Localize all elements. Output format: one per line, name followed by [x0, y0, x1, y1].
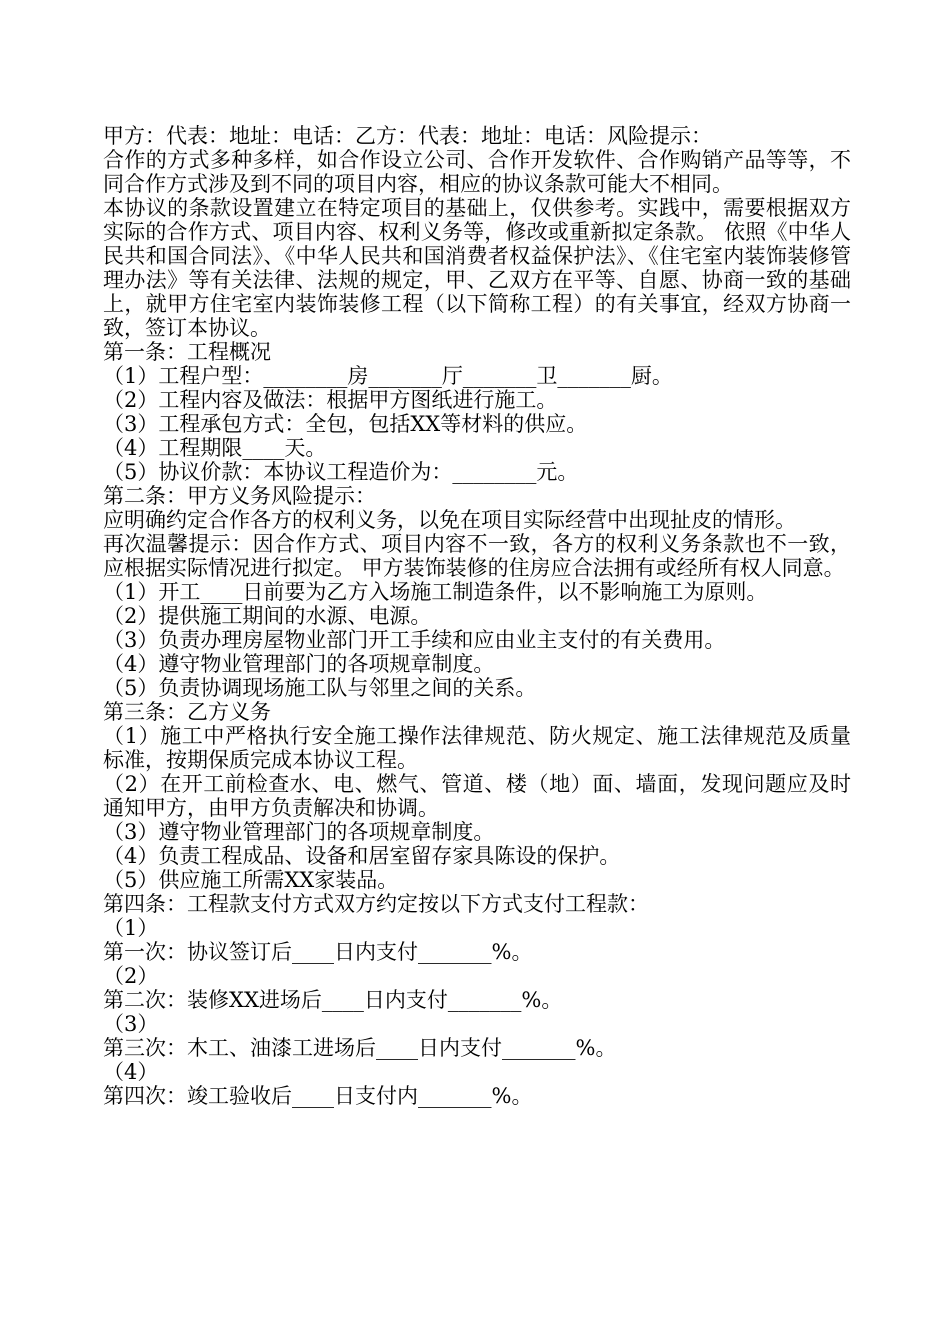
reminder-paragraph: 再次温馨提示：因合作方式、项目内容不一致，各方的权利义务条款也不一致，应根据实际情况进行拟定。 甲方装饰装修的住房应合法拥有或经所有权人同意。 — [103, 532, 851, 580]
parties-line: 甲方：代表：地址：电话：乙方：代表：地址：电话：风险提示： — [103, 124, 712, 148]
risk-note-rights: 应明确约定合作各方的权利义务，以免在项目实际经营中出现扯皮的情形。 — [103, 508, 796, 532]
payment-line-4: 第四次：竣工验收后____日支付内_______%。 — [103, 1084, 533, 1108]
article-3-item-5: （5）供应施工所需XX家装品。 — [103, 868, 399, 892]
article-2-item-1: （1）开工____日前要为乙方入场施工制造条件，以不影响施工为原则。 — [103, 580, 768, 604]
article-1-item-1: （1）工程户型：________房_______厅_______卫_______厨。 — [103, 364, 673, 388]
article-3-item-1: （1）施工中严格执行安全施工操作法律规范、防火规定、施工法律规范及质量标准，按期保质完成本协议工程。 — [103, 724, 851, 772]
payment-line-2: 第二次：装修XX进场后____日内支付_______%。 — [103, 988, 563, 1012]
article-2-heading: 第二条：甲方义务风险提示： — [103, 484, 376, 508]
article-2-item-3: （3）负责办理房屋物业部门开工手续和应由业主支付的有关费用。 — [103, 628, 726, 652]
payment-marker-2: （2） — [103, 964, 159, 988]
preamble-paragraph: 本协议的条款设置建立在特定项目的基础上，仅供参考。实践中，需要根据双方实际的合作方式、项目内容、权利义务等，修改或重新拟定条款。 依照《中华人民共和国合同法》、《中华人民共和国消费者权益保护法》、《住宅室内装饰装修管理办法》等有关法律、法规的规定，甲、乙双方在平等、自愿、协商一致的基础上，就甲方住宅室内装饰装修工程（以下简称工程）的有关事宜，经双方协商一致，签订本协议。 — [103, 196, 851, 340]
payment-line-3: 第三次：木工、油漆工进场后____日内支付_______%。 — [103, 1036, 617, 1060]
risk-note-cooperation: 合作的方式多种多样，如合作设立公司、合作开发软件、合作购销产品等等，不同合作方式涉及到不同的项目内容，相应的协议条款可能大不相同。 — [103, 148, 851, 196]
article-1-item-2: （2）工程内容及做法：根据甲方图纸进行施工。 — [103, 388, 558, 412]
payment-marker-4: （4） — [103, 1060, 159, 1084]
document-body — [103, 124, 851, 1108]
article-2-item-4: （4）遵守物业管理部门的各项规章制度。 — [103, 652, 495, 676]
article-3-item-3: （3）遵守物业管理部门的各项规章制度。 — [103, 820, 495, 844]
article-2-item-2: （2）提供施工期间的水源、电源。 — [103, 604, 432, 628]
article-3-item-4: （4）负责工程成品、设备和居室留存家具陈设的保护。 — [103, 844, 621, 868]
article-1-item-5: （5）协议价款：本协议工程造价为：________元。 — [103, 460, 579, 484]
article-1-item-4: （4）工程期限____天。 — [103, 436, 327, 460]
article-1-heading: 第一条：工程概况 — [103, 340, 271, 364]
payment-marker-3: （3） — [103, 1012, 159, 1036]
payment-line-1: 第一次：协议签订后____日内支付_______%。 — [103, 940, 533, 964]
article-1-item-3: （3）工程承包方式：全包，包括XX等材料的供应。 — [103, 412, 588, 436]
article-2-item-5: （5）负责协调现场施工队与邻里之间的关系。 — [103, 676, 537, 700]
payment-marker-1: （1） — [103, 916, 159, 940]
article-3-item-2: （2）在开工前检查水、电、燃气、管道、楼（地）面、墙面，发现问题应及时通知甲方，由甲方负责解决和协调。 — [103, 772, 851, 820]
article-3-heading: 第三条：乙方义务 — [103, 700, 271, 724]
article-4-heading: 第四条：工程款支付方式双方约定按以下方式支付工程款： — [103, 892, 649, 916]
